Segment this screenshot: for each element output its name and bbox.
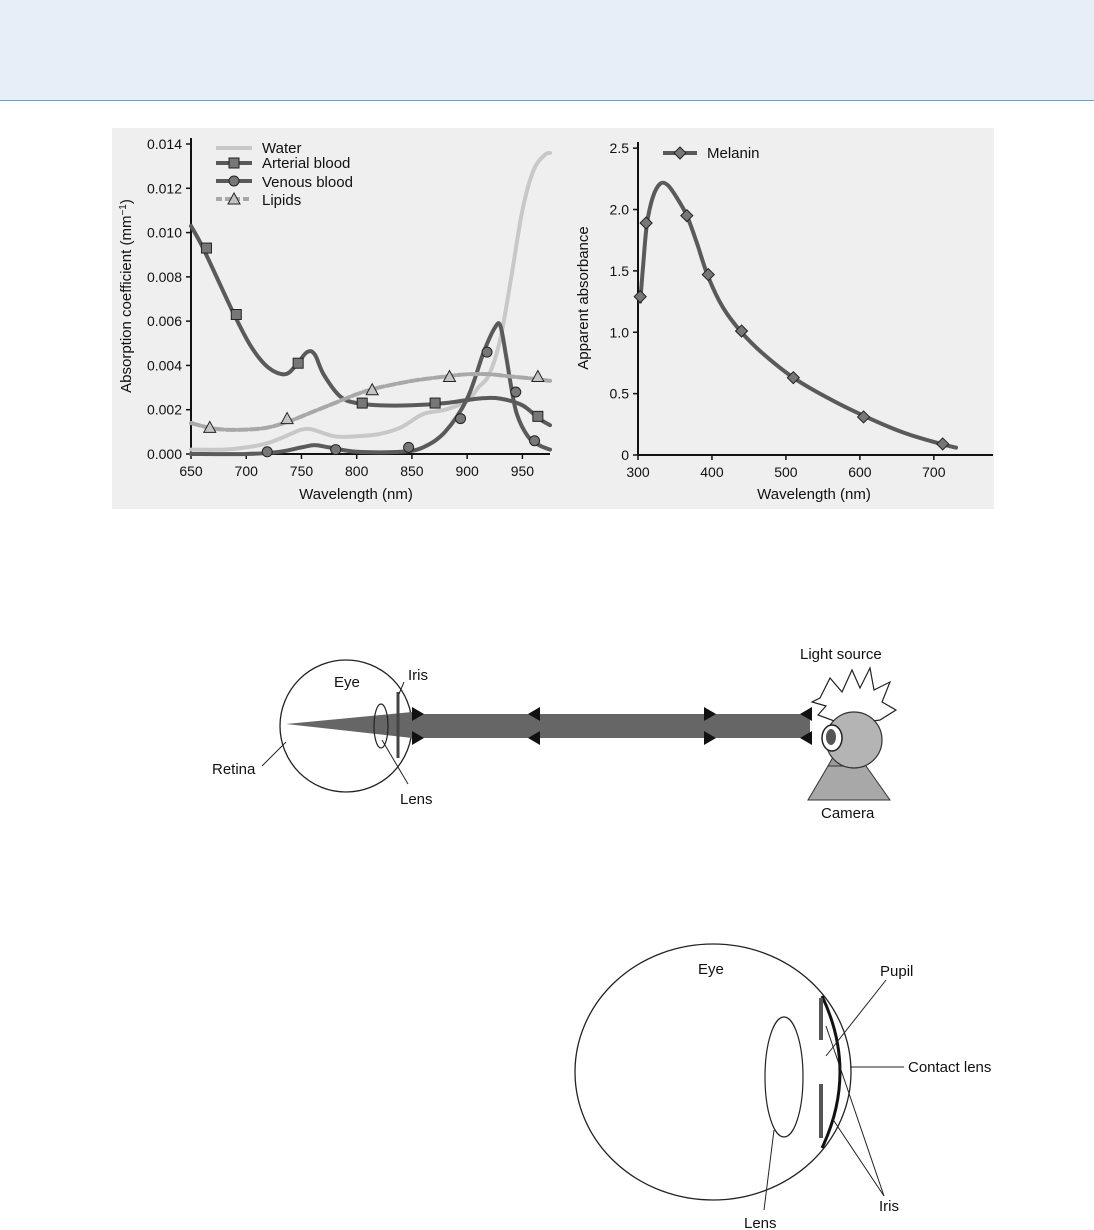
contact-lens-diagram [0,930,1094,1230]
c2-y-tick-label: 0 [621,447,629,463]
iris-label: Iris [408,667,428,684]
legend-arterial-marker [229,158,239,168]
series-venous-blood-marker [511,387,521,397]
eye2-outline [575,944,851,1200]
series-venous-blood-marker [482,347,492,357]
legend-water-label: Water [262,140,302,157]
series-venous-blood-marker [262,447,272,457]
c2-x-tick-label: 400 [700,464,724,480]
c2-series [640,183,956,448]
series-lipids-marker [281,413,293,424]
header-band [0,0,1094,101]
camera-label: Camera [821,805,875,822]
legend-venous-marker [229,176,239,186]
iris2-label: Iris [879,1198,899,1215]
c1-y-tick-label: 0.002 [146,401,182,418]
light-source-label: Light source [800,646,882,663]
eye-label: Eye [334,674,360,691]
c2-y-tick-label: 1.5 [609,262,629,279]
legend-melanin-label: Melanin [707,145,760,162]
c2-y-tick-label: 2.0 [609,201,629,218]
legend-lipids-label: Lipids [262,192,302,209]
camera-base [808,766,890,800]
series-melanin-marker [634,291,646,303]
retina-label: Retina [212,761,256,778]
series-arterial-blood-marker [430,398,440,408]
series-melanin-marker [640,217,652,229]
c2-markers [634,210,948,450]
series-venous-blood-marker [404,442,414,452]
lens-label: Lens [400,791,433,808]
iris-leader-bottom [832,1118,884,1196]
pupil-label: Pupil [880,963,914,980]
c2-legend [663,145,760,162]
c1-x-tick-label: 750 [289,463,314,479]
series-arterial-blood-marker [231,310,241,320]
c1-legend [216,140,353,209]
c2-y-tick-label: 2.5 [609,140,629,157]
c2-y-axis-label: Apparent absorbance [575,226,592,370]
c1-y-tick-label: 0.010 [146,224,182,241]
c2-y-tick-label: 0.5 [609,385,629,402]
c2-axes [638,142,993,455]
c1-y-tick-label: 0.006 [146,313,182,330]
c1-y-tick-label: 0.000 [146,446,182,462]
c1-x-tick-label: 650 [179,463,203,479]
series-arterial-blood-marker [201,243,211,253]
series-melanin-marker [937,438,949,450]
c2-x-axis-label: Wavelength (nm) [757,486,871,503]
c1-y-tick-label: 0.008 [146,268,182,285]
c2-x-tick-label: 500 [774,464,798,480]
c1-x-tick-label: 700 [234,463,258,479]
series-arterial-blood-marker [357,398,367,408]
c2-x-tick-label: 300 [626,464,650,480]
legend-venous-label: Venous blood [262,174,353,191]
retina-leader [262,742,286,766]
c1-x-tick-label: 800 [345,463,369,479]
c1-x-axis-label: Wavelength (nm) [299,486,413,503]
lens2-label: Lens [744,1215,777,1230]
c1-y-axis-label: Absorption coefficient $(mm^{-1})$ [117,199,135,393]
eye2-lens [765,1017,803,1137]
eye-camera-diagram [0,630,1094,830]
c2-x-tick-label: 600 [848,464,872,480]
contact-lens-label: Contact lens [908,1059,992,1076]
c2-x-tick-label: 700 [922,464,946,480]
series-arterial-blood-marker [533,411,543,421]
c1-x-tick-label: 950 [510,463,535,479]
series-lipids-line [191,374,550,430]
c1-y-tick-label: 0.004 [146,357,182,374]
absorption-chart [112,128,552,509]
melanin-chart [552,128,994,509]
series-arterial-blood-marker [293,358,303,368]
legend-melanin-marker [674,147,686,159]
c2-y-tick-label: 1.0 [609,324,629,341]
series-venous-blood-marker [530,436,540,446]
series-venous-blood-marker [331,445,341,455]
eye2-label: Eye [698,961,724,978]
c1-y-tick-label: 0.014 [146,136,182,152]
c1-y-tick-label: 0.012 [146,180,182,197]
camera-lens-inner [826,729,836,745]
legend-arterial-label: Arterial blood [262,155,351,172]
series-lipids-marker [532,371,544,382]
series-venous-blood-marker [456,414,466,424]
c1-x-tick-label: 900 [455,463,479,479]
c1-x-tick-label: 850 [400,463,424,479]
series-melanin-line [640,183,956,448]
light-beam [412,714,810,738]
